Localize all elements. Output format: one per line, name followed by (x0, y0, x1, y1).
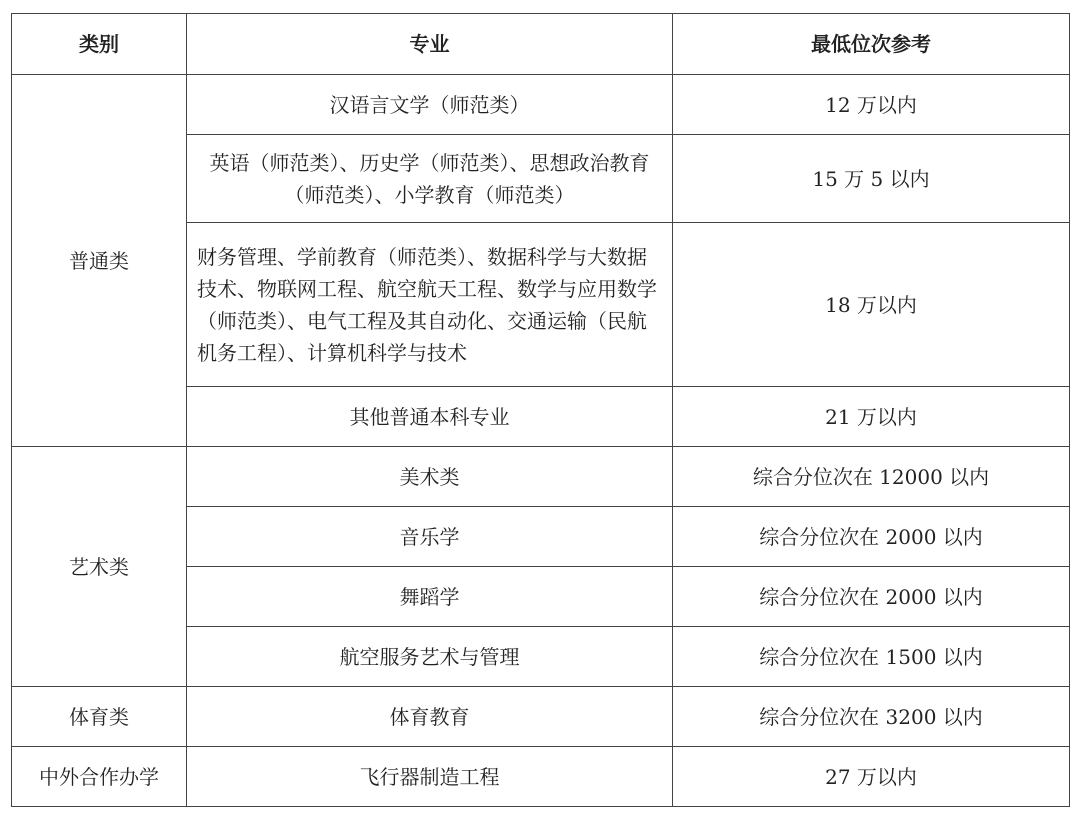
major-cell: 财务管理、学前教育（师范类）、数据科学与大数据技术、物联网工程、航空航天工程、数学与应用数学（师范类）、电气工程及其自动化、交通运输（民航机务工程）、计算机科学与技术 (187, 223, 673, 387)
table-row (12, 687, 1070, 747)
category-cell: 艺术类 (12, 447, 187, 687)
rank-cell: 15 万 5 以内 (673, 135, 1070, 223)
major-cell: 飞行器制造工程 (187, 747, 673, 807)
category-cell: 普通类 (12, 75, 187, 447)
major-cell: 舞蹈学 (187, 567, 673, 627)
rank-cell: 27 万以内 (673, 747, 1070, 807)
major-cell: 音乐学 (187, 507, 673, 567)
major-cell: 英语（师范类）、历史学（师范类）、思想政治教育（师范类）、小学教育（师范类） (187, 135, 673, 223)
major-cell: 航空服务艺术与管理 (187, 627, 673, 687)
rank-cell: 综合分位次在 3200 以内 (673, 687, 1070, 747)
table-row (12, 747, 1070, 807)
rank-cell: 21 万以内 (673, 387, 1070, 447)
category-cell: 中外合作办学 (12, 747, 187, 807)
header-min-rank: 最低位次参考 (673, 14, 1070, 75)
table-row (12, 75, 1070, 135)
rank-cell: 18 万以内 (673, 223, 1070, 387)
category-cell: 体育类 (12, 687, 187, 747)
rank-cell: 综合分位次在 1500 以内 (673, 627, 1070, 687)
major-cell: 其他普通本科专业 (187, 387, 673, 447)
header-category: 类别 (12, 14, 187, 75)
major-cell: 体育教育 (187, 687, 673, 747)
major-cell: 美术类 (187, 447, 673, 507)
rank-cell: 12 万以内 (673, 75, 1070, 135)
major-cell: 汉语言文学（师范类） (187, 75, 673, 135)
rank-reference-table (11, 13, 1070, 807)
table-header-row (12, 14, 1070, 75)
rank-cell: 综合分位次在 2000 以内 (673, 507, 1070, 567)
rank-cell: 综合分位次在 2000 以内 (673, 567, 1070, 627)
rank-cell: 综合分位次在 12000 以内 (673, 447, 1070, 507)
header-major: 专业 (187, 14, 673, 75)
table-row (12, 447, 1070, 507)
